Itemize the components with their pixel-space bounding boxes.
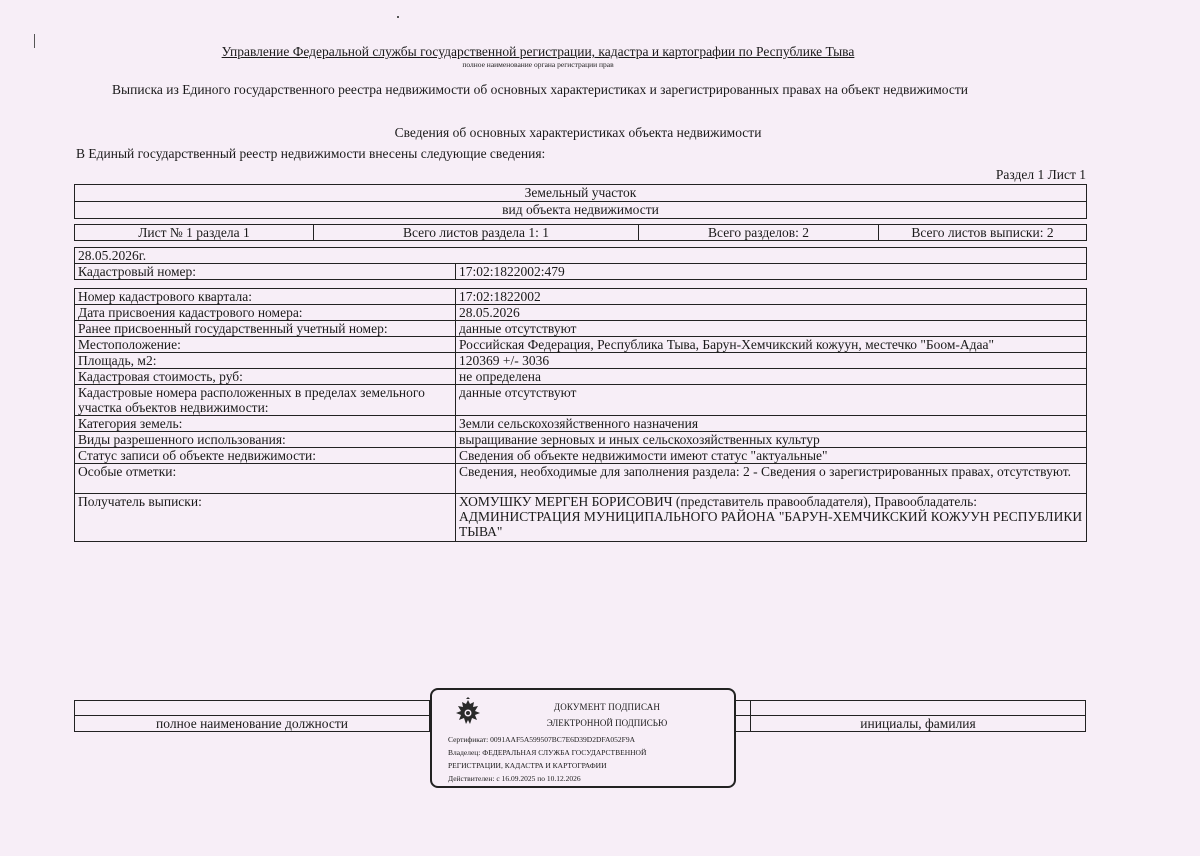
total-sheets-extract: Всего листов выписки: 2 [879,225,1087,241]
org-name: Управление Федеральной службы государственной регистрации, кадастра и картографии по Республике Тыва [221,44,855,59]
row-value: ХОМУШКУ МЕРГЕН БОРИСОВИЧ (представитель правообладателя), Правообладатель: АДМИНИСТРАЦИЯ МУНИЦИПАЛЬНОГО РАЙОНА "БАРУН-ХЕМЧИКСКИЙ КОЖУУН РЕСПУБЛИКИ ТЫВА" [456,494,1087,542]
table-row [75,432,1087,448]
row-label: Статус записи об объекте недвижимости: [75,448,456,464]
row-label: Кадастровая стоимость, руб: [75,369,456,385]
double-eagle-emblem-icon [450,696,486,732]
row-value: Земли сельскохозяйственного назначения [456,416,1087,432]
table-row [75,385,1087,416]
document-title: Выписка из Единого государственного реестра недвижимости об основных характеристиках и зарегистрированных правах на объект недвижимости [112,82,968,97]
date-table [74,247,1087,280]
row-value: 28.05.2026 [456,305,1087,321]
org-caption: полное наименование органа регистрации прав [462,60,614,69]
row-label: Категория земель: [75,416,456,432]
row-value: Сведения об объекте недвижимости имеют статус "актуальные" [456,448,1087,464]
row-label: Ранее присвоенный государственный учетный номер: [75,321,456,337]
stamp-owner: Владелец: ФЕДЕРАЛЬНАЯ СЛУЖБА ГОСУДАРСТВЕННОЙ [448,748,647,757]
sheet-number: Лист № 1 раздела 1 [75,225,314,241]
sheets-table [74,224,1087,241]
scan-mark [397,16,399,18]
row-value: Российская Федерация, Республика Тыва, Барун-Хемчикский кожуун, местечко "Боом-Адаа" [456,337,1087,353]
electronic-signature-stamp [430,688,736,788]
cadastral-number-value: 17:02:1822002:479 [456,264,1087,280]
row-value: не определена [456,369,1087,385]
stamp-owner-2: РЕГИСТРАЦИИ, КАДАСТРА И КАРТОГРАФИИ [448,761,607,770]
table-row [75,416,1087,432]
row-label: Площадь, м2: [75,353,456,369]
initials-caption: инициалы, фамилия [751,716,1086,732]
row-value: 120369 +/- 3036 [456,353,1087,369]
row-value: Сведения, необходимые для заполнения раздела: 2 - Сведения о зарегистрированных правах, отсутствуют. [456,464,1087,494]
object-type: Земельный участок [75,185,1087,202]
row-value: данные отсутствуют [456,385,1087,416]
row-label: Получатель выписки: [75,494,456,542]
table-row [75,464,1087,494]
characteristics-table [74,288,1087,542]
position-caption: полное наименование должности [75,716,430,732]
row-label: Виды разрешенного использования: [75,432,456,448]
stamp-valid: Действителен: с 16.09.2025 по 10.12.2026 [448,774,581,783]
stamp-line1: ДОКУМЕНТ ПОДПИСАН [553,702,661,712]
object-type-table [74,184,1087,219]
table-row [75,289,1087,305]
stamp-certificate: Сертификат: 0091AAF5A599507BC7E6D39D2DFA052F9A [448,735,636,744]
object-type-caption: вид объекта недвижимости [75,202,1087,219]
total-sections: Всего разделов: 2 [639,225,879,241]
table-row [75,305,1087,321]
signature-cell-blank [751,701,1086,716]
table-row [75,337,1087,353]
row-label: Местоположение: [75,337,456,353]
row-value: данные отсутствуют [456,321,1087,337]
table-row [75,321,1087,337]
row-value: 17:02:1822002 [456,289,1087,305]
table-row [75,369,1087,385]
table-row [75,448,1087,464]
row-label: Кадастровые номера расположенных в пределах земельного участка объектов недвижимости: [75,385,456,416]
cadastral-number-label: Кадастровый номер: [75,264,456,280]
row-label: Номер кадастрового квартала: [75,289,456,305]
row-label: Особые отметки: [75,464,456,494]
section-title: Сведения об основных характеристиках объекта недвижимости [394,125,762,140]
table-row [75,353,1087,369]
stamp-line2: ЭЛЕКТРОННОЙ ПОДПИСЬЮ [546,718,668,728]
intro-text: В Единый государственный реестр недвижимости внесены следующие сведения: [76,146,546,161]
table-row [75,494,1087,542]
section-sheet-label: Раздел 1 Лист 1 [995,167,1086,182]
extract-date: 28.05.2026г. [75,248,1087,264]
row-value: выращивание зерновых и иных сельскохозяйственных культур [456,432,1087,448]
signature-cell-blank [75,701,430,716]
total-sheets-section: Всего листов раздела 1: 1 [314,225,639,241]
row-label: Дата присвоения кадастрового номера: [75,305,456,321]
